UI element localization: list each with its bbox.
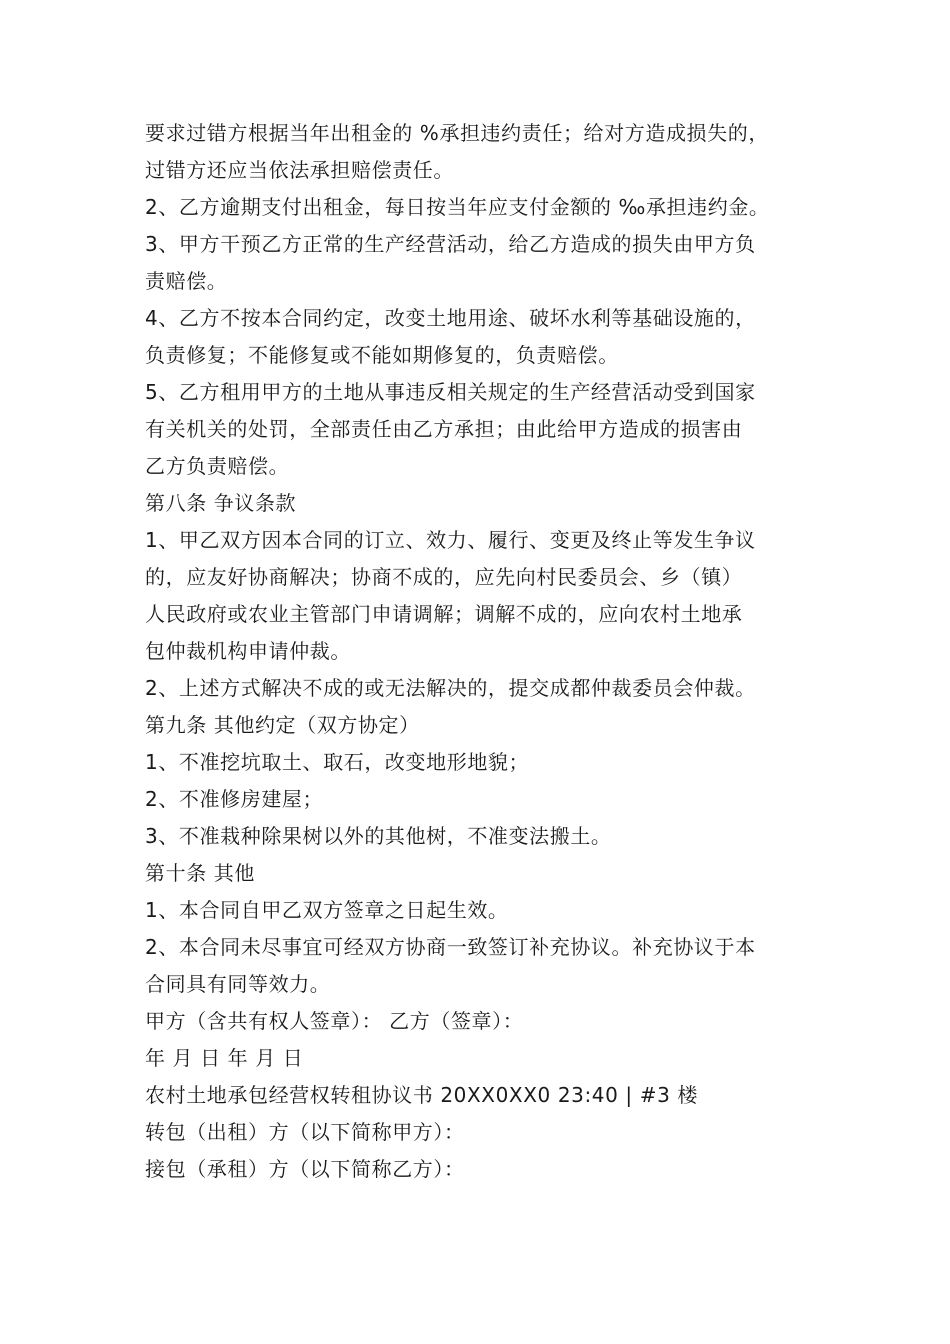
text-line-5: 责赔偿。 — [145, 269, 228, 293]
text-line-2: 过错方还应当依法承担赔偿责任。 — [145, 158, 454, 182]
party-a-line: 转包（出租）方（以下简称甲方）： — [145, 1120, 465, 1144]
text-line-19: 2、不准修房建屋； — [145, 787, 324, 811]
text-line-23: 2、本合同未尽事宜可经双方协商一致签订补充协议。补充协议于本 — [145, 935, 756, 959]
section-heading-article-9: 第九条 其他约定（双方协定） — [145, 713, 420, 737]
text-line-10: 乙方负责赔偿。 — [145, 454, 290, 478]
text-line-12: 1、甲乙双方因本合同的订立、效力、履行、变更及终止等发生争议 — [145, 528, 756, 552]
text-line-14: 人民政府或农业主管部门申请调解；调解不成的，应向农村土地承 — [145, 602, 743, 626]
text-line-9: 有关机关的处罚，全部责任由乙方承担；由此给甲方造成的损害由 — [145, 417, 743, 441]
text-line-4: 3、甲方干预乙方正常的生产经营活动，给乙方造成的损失由甲方负 — [145, 232, 756, 256]
text-line-24: 合同具有同等效力。 — [145, 972, 331, 996]
text-line-3: 2、乙方逾期支付出租金，每日按当年应支付金额的 ‰承担违约金。 — [145, 195, 770, 219]
text-line-18: 1、不准挖坑取土、取石，改变地形地貌； — [145, 750, 530, 774]
text-line-15: 包仲裁机构申请仲裁。 — [145, 639, 351, 663]
text-line-7: 负责修复；不能修复或不能如期修复的，负责赔偿。 — [145, 343, 619, 367]
text-line-16: 2、上述方式解决不成的或无法解决的，提交成都仲裁委员会仲裁。 — [145, 676, 756, 700]
text-line-20: 3、不准栽种除果树以外的其他树，不准变法搬土。 — [145, 824, 612, 848]
text-line-1: 要求过错方根据当年出租金的 %承担违约责任；给对方造成损失的， — [145, 121, 769, 145]
date-line: 年 月 日 年 月 日 — [145, 1046, 304, 1070]
text-line-13: 的，应友好协商解决；协商不成的，应先向村民委员会、乡（镇） — [145, 565, 743, 589]
section-heading-article-8: 第八条 争议条款 — [145, 491, 297, 515]
text-line-22: 1、本合同自甲乙双方签章之日起生效。 — [145, 898, 509, 922]
section-heading-article-10: 第十条 其他 — [145, 861, 255, 885]
party-b-line: 接包（承租）方（以下简称乙方）： — [145, 1157, 465, 1181]
text-line-8: 5、乙方租用甲方的土地从事违反相关规定的生产经营活动受到国家 — [145, 380, 756, 404]
post-header-line: 农村土地承包经营权转租协议书 20XX0XX0 23:40 | #3 楼 — [145, 1083, 698, 1107]
signature-line: 甲方（含共有权人签章）： 乙方（签章）： — [145, 1009, 524, 1033]
text-line-6: 4、乙方不按本合同约定，改变土地用途、破坏水利等基础设施的， — [145, 306, 756, 330]
document-body — [145, 115, 835, 1188]
